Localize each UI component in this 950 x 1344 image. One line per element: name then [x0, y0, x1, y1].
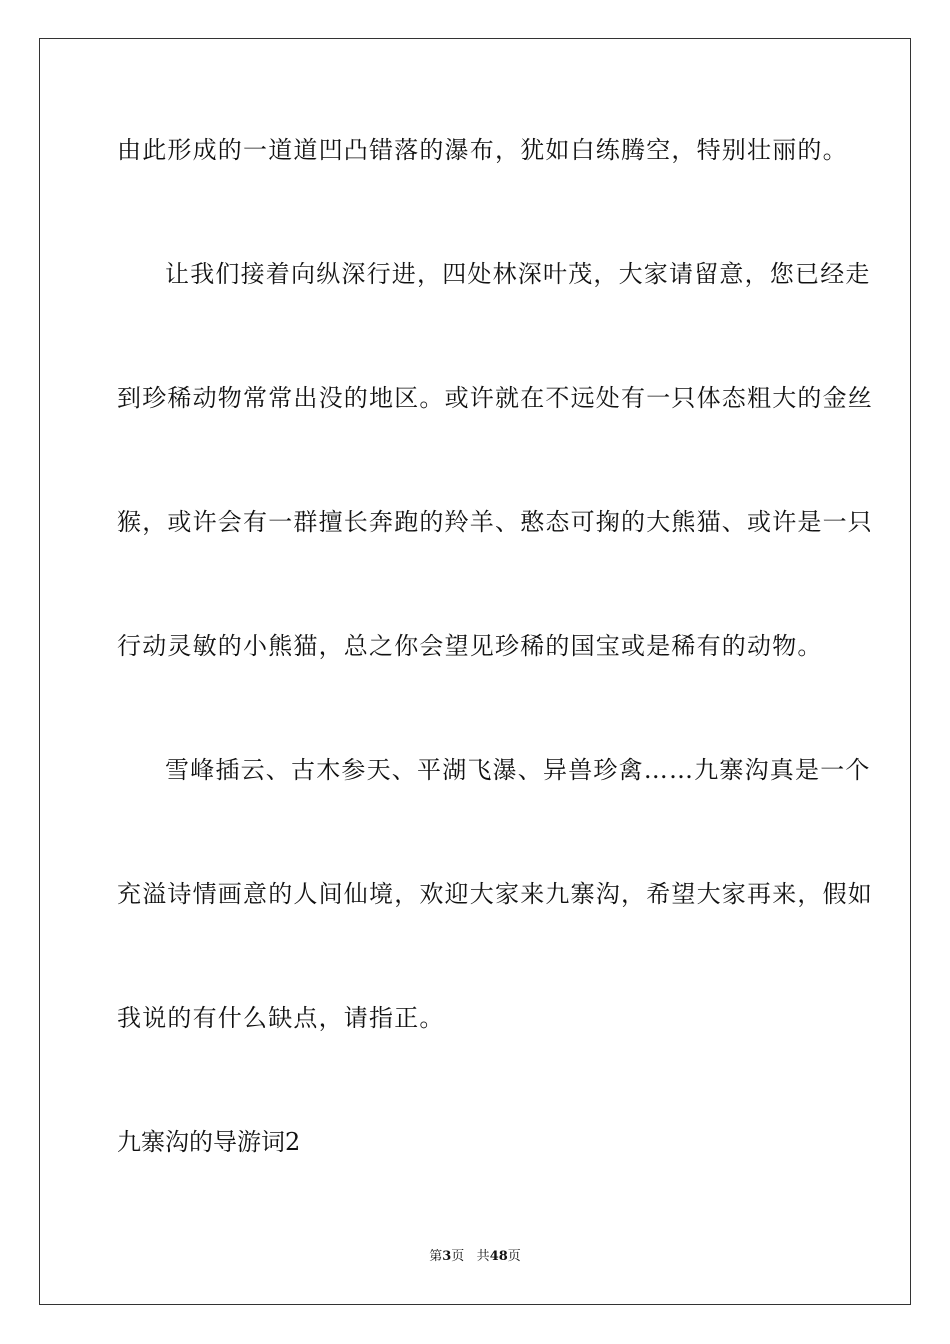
text-line-7: 充溢诗情画意的人间仙境，欢迎大家来九寨沟，希望大家再来，假如	[117, 880, 873, 908]
section-heading: 九寨沟的导游词2	[117, 1128, 301, 1156]
footer-gap	[464, 1249, 476, 1264]
page-prefix: 第	[429, 1249, 443, 1264]
text-line-8: 我说的有什么缺点，请指正。	[117, 1004, 445, 1032]
text-line-5: 行动灵敏的小熊猫，总之你会望见珍稀的国宝或是稀有的动物。	[117, 632, 823, 660]
text-line-6: 雪峰插云、古木参天、平湖飞瀑、异兽珍禽……九寨沟真是一个	[165, 756, 871, 784]
page-frame	[39, 38, 911, 1305]
text-line-1: 由此形成的一道道凹凸错落的瀑布，犹如白练腾空，特别壮丽的。	[117, 136, 848, 164]
text-line-4: 猴，或许会有一群擅长奔跑的羚羊、憨态可掬的大熊猫、或许是一只	[117, 508, 873, 536]
total-suffix: 页	[507, 1249, 521, 1264]
text-line-2: 让我们接着向纵深行进，四处林深叶茂，大家请留意，您已经走	[165, 260, 871, 288]
page-footer	[0, 1248, 950, 1266]
total-prefix: 共	[476, 1249, 490, 1264]
page-number: 3	[442, 1249, 452, 1264]
page-suffix: 页	[451, 1249, 465, 1264]
text-line-3: 到珍稀动物常常出没的地区。或许就在不远处有一只体态粗大的金丝	[117, 384, 873, 412]
total-pages: 48	[489, 1249, 508, 1264]
